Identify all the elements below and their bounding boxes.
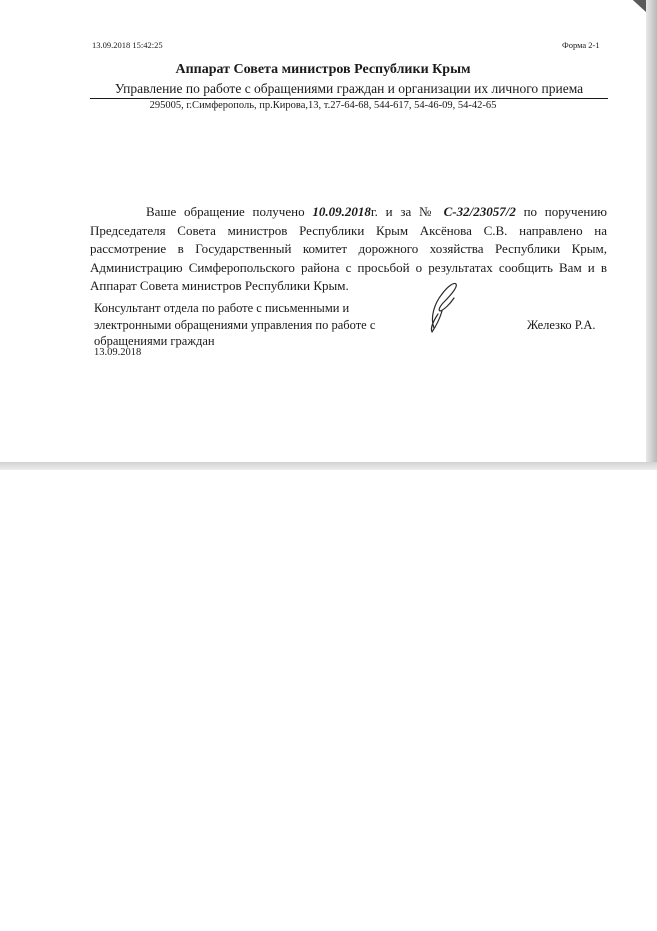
registration-number: С-32/23057/2 bbox=[443, 204, 516, 219]
letter-text-middle: г. и за № bbox=[370, 204, 444, 219]
handwritten-signature bbox=[420, 280, 470, 334]
organization-address: 295005, г.Симферополь, пр.Кирова,13, т.27-64-68, 544-617, 54-46-09, 54-42-65 bbox=[149, 100, 497, 111]
signature-date: 13.09.2018 bbox=[94, 347, 142, 358]
department-name: Управление по работе с обращениями граждан и организации их личного приема bbox=[90, 81, 608, 99]
organization-title: Аппарат Совета министров Республики Крым bbox=[175, 62, 471, 77]
scan-right-edge bbox=[646, 0, 657, 470]
signer-position: Консультант отдела по работе с письменными и электронными обращениями управления по работе с обращениями граждан bbox=[94, 301, 376, 348]
print-datetime: 13.09.2018 15:42:25 bbox=[92, 40, 163, 50]
form-number: Форма 2-1 bbox=[562, 40, 600, 50]
scan-bottom-edge bbox=[0, 462, 657, 470]
letter-text-start: Ваше обращение получено bbox=[146, 204, 313, 219]
received-date: 10.09.2018 bbox=[312, 204, 371, 219]
signer-name: Железко Р.А. bbox=[527, 318, 596, 332]
scanned-page bbox=[0, 0, 646, 462]
letter-text-end: по поручению Председателя Совета министров Республики Крым Аксёнова С.В. направлено на рассмотрение в Государственный комитет дорожного хозяйства Республики Крым, Администрацию Симферопольского района с просьбой о результатах сообщить Вам и в Аппарат Совета министров Республики Крым. bbox=[90, 204, 607, 293]
letter-body bbox=[90, 203, 607, 296]
scan-corner-mark bbox=[624, 0, 646, 12]
